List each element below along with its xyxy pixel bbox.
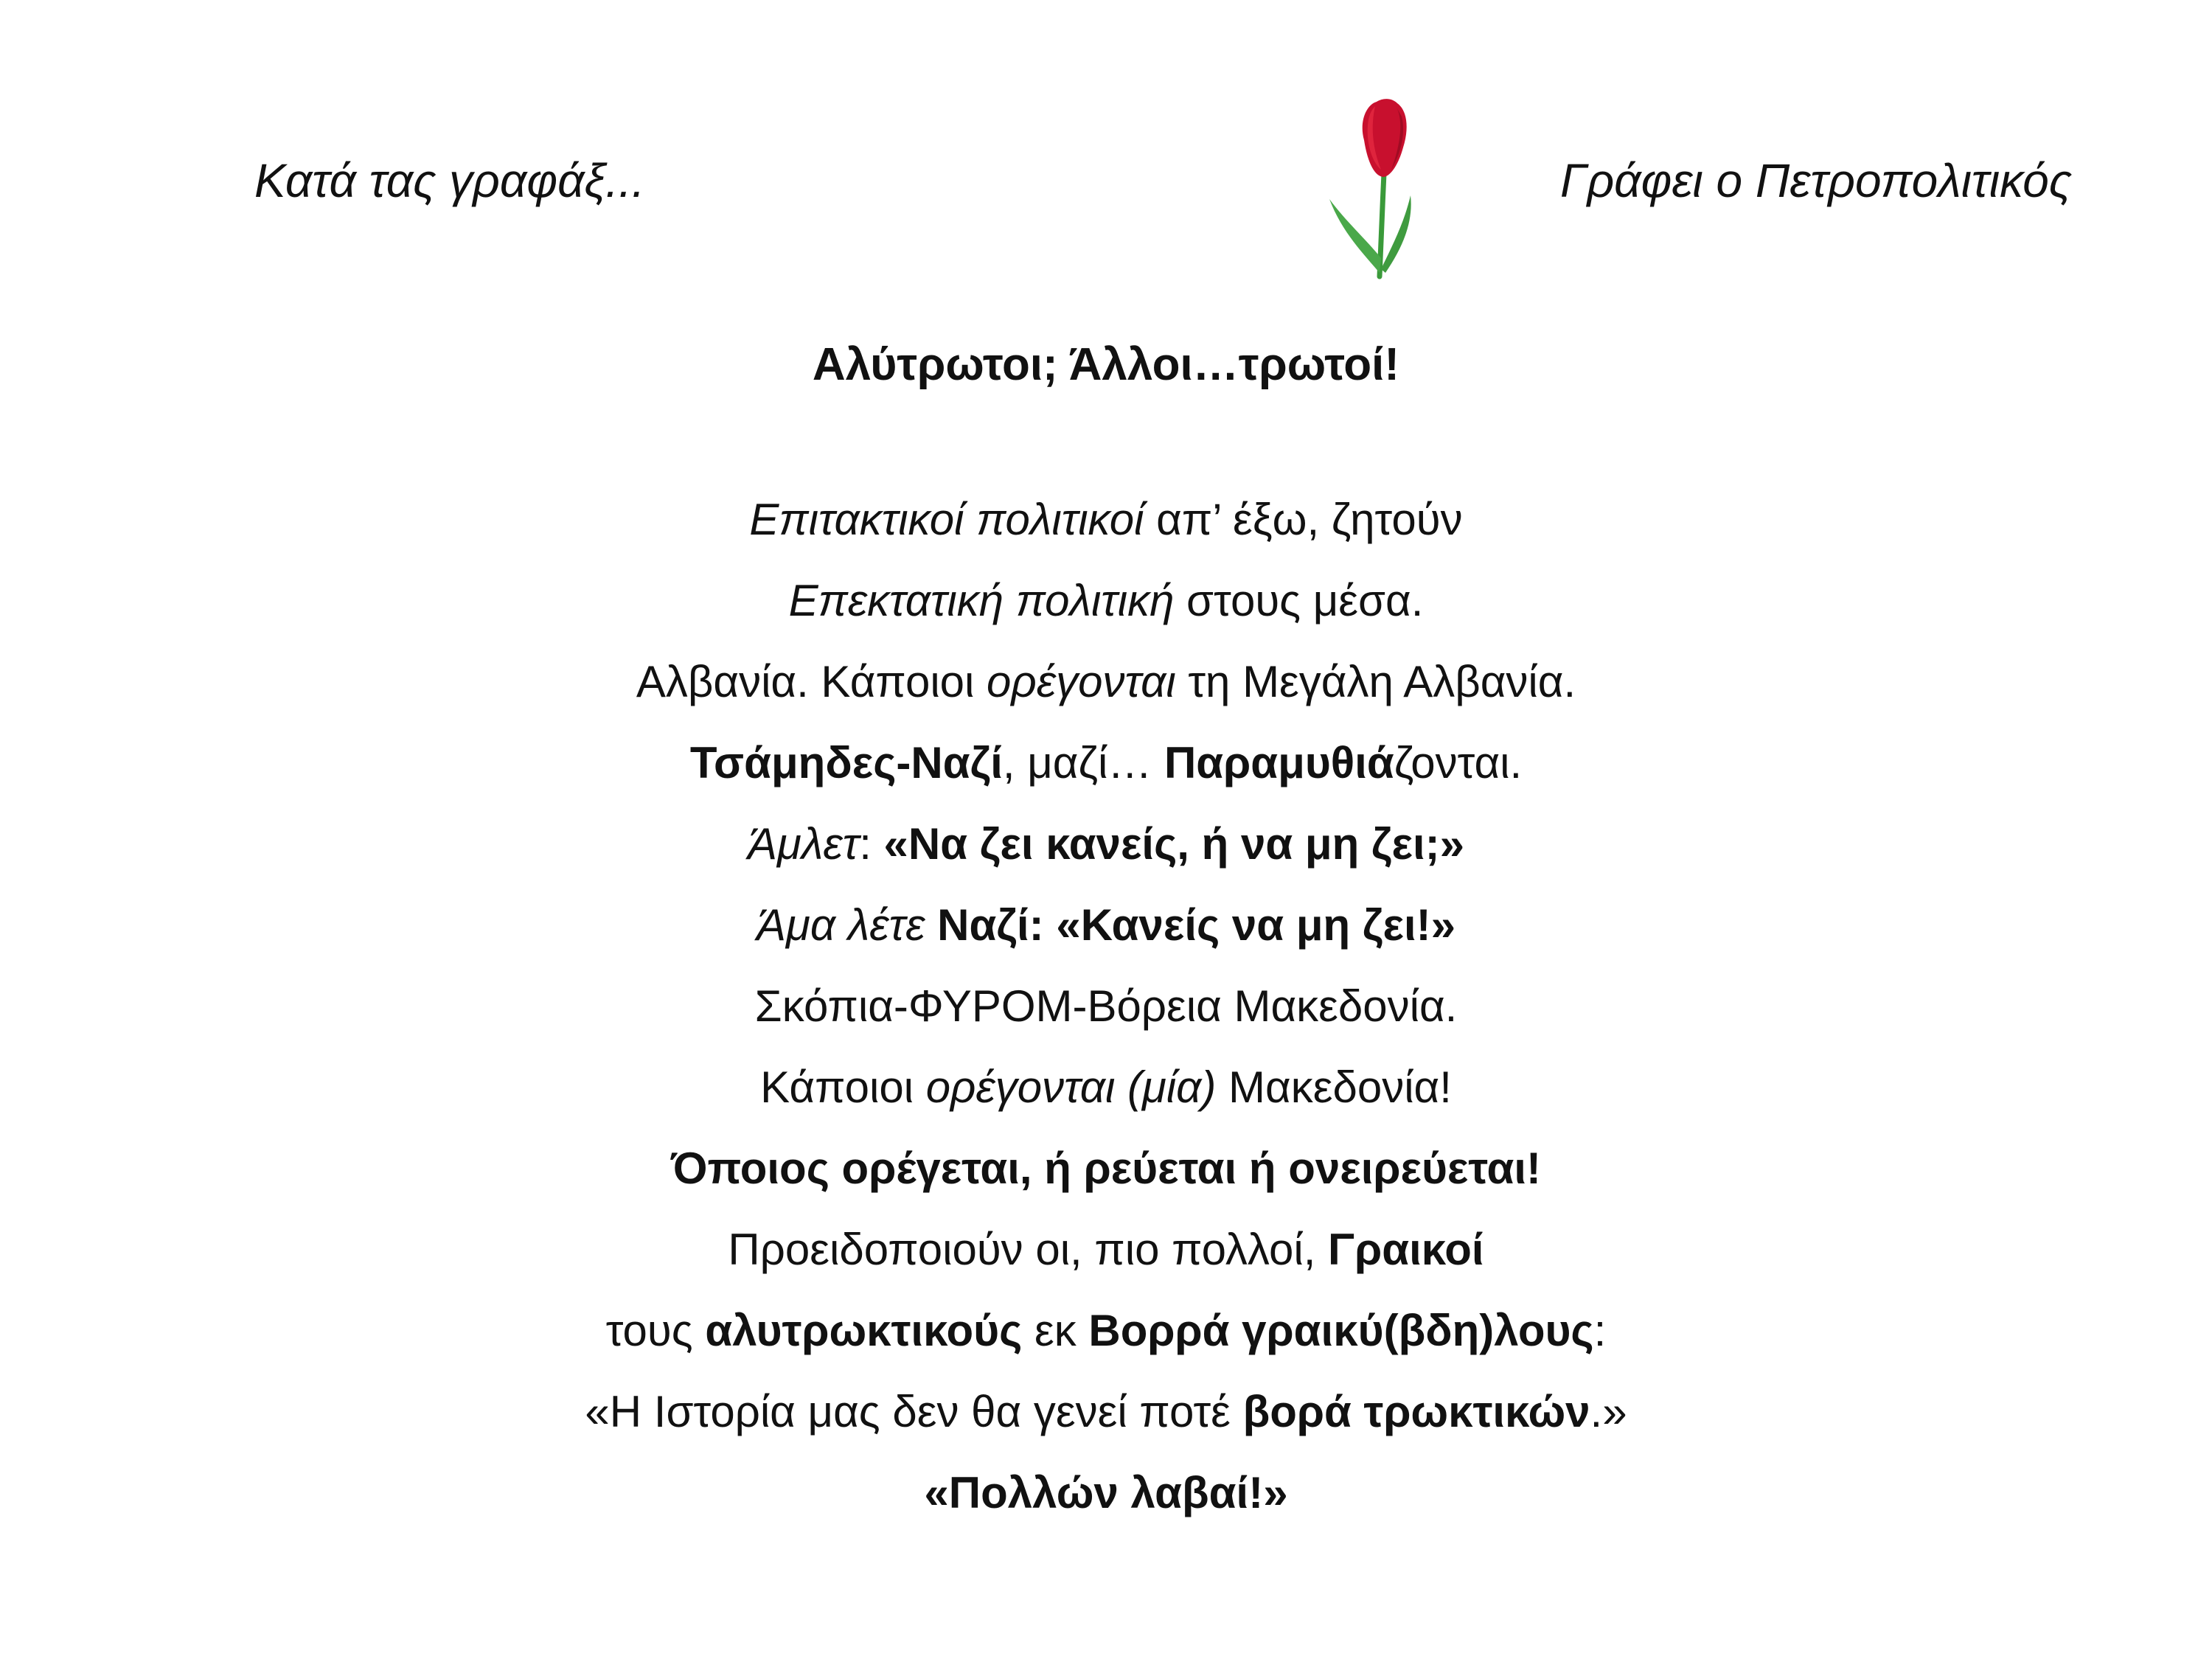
poem-segment: ορέγονται: [987, 657, 1176, 706]
poem-segment: βορά τρωκτικών: [1242, 1387, 1590, 1436]
tulip-leaf-left: [1329, 199, 1381, 273]
poem-segment: απ’ έξω, ζητούν: [1144, 495, 1463, 544]
poem-segment: εκ: [1022, 1306, 1089, 1355]
poem-line: [0, 1290, 2212, 1371]
poem-segment: «Πολλών λαβαί!»: [924, 1468, 1288, 1517]
tulip-image: [1324, 96, 1441, 280]
poem-segment: Μακεδονία!: [1216, 1062, 1452, 1112]
poem-segment: :: [1593, 1306, 1607, 1355]
poem-segment: Επιτακτικοί πολιτικοί: [749, 495, 1144, 544]
poem-line: [0, 641, 2212, 723]
poem-segment: Όποιος ορέγεται, ή ρεύεται ή ονειρεύεται!: [670, 1144, 1542, 1193]
poem-line: [0, 804, 2212, 885]
poem-segment: :: [859, 819, 884, 869]
header-left-text: Κατά τας γραφάξ...: [254, 154, 645, 207]
poem-segment: τη Μεγάλη Αλβανία.: [1175, 657, 1576, 706]
poem-segment: , μαζί…: [1002, 738, 1164, 787]
poem-segment: Προειδοποιούν οι, πιο πολλοί,: [728, 1225, 1329, 1274]
poem-segment: αλυτρωκτικούς: [705, 1306, 1023, 1355]
poem-line: [0, 479, 2212, 560]
poem-line: [0, 966, 2212, 1047]
poem-line: [0, 1371, 2212, 1453]
poem-segment: Τσάμηδες-Ναζί: [689, 738, 1003, 787]
poem-segment: Βορρά γραικύ(βδη)λους: [1088, 1306, 1594, 1355]
poem-line: [0, 723, 2212, 804]
poem-segment: «Η Ιστορία μας δεν θα γενεί ποτέ: [585, 1387, 1243, 1436]
poem-segment: Επεκτατική πολιτική: [788, 576, 1175, 625]
poem-segment: στους μέσα.: [1174, 576, 1424, 625]
poem-segment: [925, 900, 937, 950]
poem-segment: Άμα λέτε: [756, 900, 925, 950]
poem-line: [0, 1209, 2212, 1290]
poem-segment: τους: [605, 1306, 706, 1355]
tulip-leaf-right: [1381, 195, 1411, 273]
poem-segment: Παραμυθιά: [1164, 738, 1394, 787]
header-right-text: Γράφει ο Πετροπολιτικός: [1559, 154, 2072, 207]
poem-line: [0, 1128, 2212, 1209]
poem-segment: «Να ζει κανείς, ή να μη ζει;»: [883, 819, 1465, 869]
poem-segment: .»: [1590, 1387, 1627, 1436]
poem-segment: Γραικοί: [1328, 1225, 1484, 1274]
poem-line: [0, 885, 2212, 966]
poem-segment: ορέγονται (μία): [925, 1062, 1217, 1112]
poem-line: [0, 1047, 2212, 1128]
poem-line: [0, 1453, 2212, 1534]
poem-line: [0, 560, 2212, 641]
poem-segment: Αλβανία. Κάποιοι: [636, 657, 987, 706]
poem-title: Αλύτρωτοι; Άλλοι…τρωτοί!: [812, 339, 1400, 390]
poem-segment: ζονται.: [1394, 738, 1523, 787]
poem-segment: Άμλετ: [747, 819, 860, 869]
poem-segment: Κάποιοι: [760, 1062, 926, 1112]
poem-segment: Ναζί: «Κανείς να μη ζει!»: [937, 900, 1455, 950]
poem-segment: Σκόπια-ΦΥΡΟΜ-Βόρεια Μακεδονία.: [754, 981, 1458, 1031]
poem-body: [0, 479, 2212, 1534]
